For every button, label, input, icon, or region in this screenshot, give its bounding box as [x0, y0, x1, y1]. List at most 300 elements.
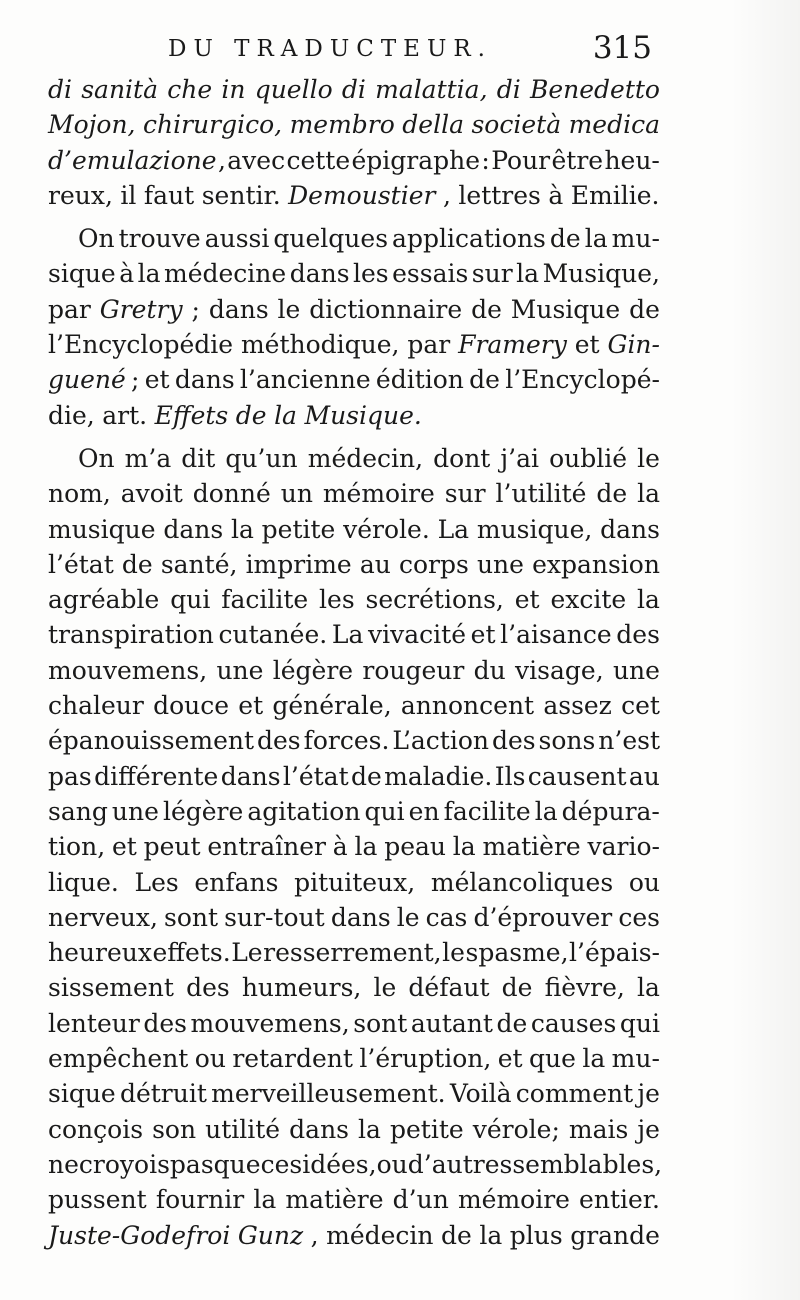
- text-word: retardent: [232, 1044, 353, 1074]
- text-word: l’Encyclopé-: [505, 365, 660, 395]
- text-word: la: [253, 1185, 277, 1215]
- text-word: de: [501, 973, 533, 1003]
- text-word: défaut: [408, 973, 490, 1003]
- text-word: sentir.: [201, 180, 281, 210]
- text-word: malattia,: [375, 75, 488, 104]
- text-line: [48, 582, 660, 617]
- text-word: di: [341, 75, 366, 104]
- text-word: enfans: [194, 867, 279, 897]
- text-word: ou: [376, 1149, 408, 1179]
- text-word: Emilie.: [570, 180, 660, 210]
- text-word: une: [476, 549, 524, 579]
- text-word: mouvemens,: [190, 1008, 350, 1038]
- text-word: excite: [550, 585, 627, 615]
- paragraph: [48, 441, 663, 1253]
- text-word: dans: [600, 514, 660, 544]
- text-word: Ils: [494, 761, 526, 791]
- text-line: [48, 441, 660, 476]
- text-word: entier.: [579, 1185, 660, 1215]
- text-word: cette: [286, 145, 351, 175]
- text-word: au: [359, 549, 391, 579]
- text-word: vérole.: [343, 514, 430, 544]
- text-word: j’ai: [500, 443, 540, 473]
- text-word: les: [353, 259, 389, 289]
- text-word: sont: [164, 902, 219, 932]
- page-header: [0, 30, 800, 76]
- text-word: dans: [330, 902, 391, 932]
- body-text: [48, 72, 663, 1253]
- text-word: resserrement,: [263, 938, 442, 968]
- text-word: le: [373, 973, 397, 1003]
- text-word: dont: [433, 443, 491, 473]
- text-word: différente: [94, 761, 219, 791]
- text-word: Benedetto: [529, 75, 660, 104]
- text-word: ou: [628, 867, 660, 897]
- text-word: les: [319, 585, 355, 615]
- text-word: Le: [231, 938, 263, 968]
- text-word: le: [637, 443, 660, 473]
- text-word: cet: [621, 691, 660, 721]
- text-word: applications: [392, 224, 546, 254]
- text-word: je: [637, 1114, 660, 1144]
- text-word: lettres: [458, 180, 541, 210]
- text-word: di: [48, 75, 72, 104]
- text-word: sont: [353, 1008, 408, 1038]
- text-line: [48, 723, 660, 758]
- text-word: che: [167, 75, 213, 104]
- text-word: médecin,: [307, 443, 424, 473]
- text-word: semblables,: [512, 1149, 663, 1179]
- text-word: idées,: [302, 1149, 377, 1179]
- text-word: agitation: [247, 796, 361, 826]
- text-word: ,: [442, 180, 451, 210]
- text-word: faut: [143, 180, 195, 210]
- text-word: rougeur: [362, 655, 465, 685]
- text-word: humeurs,: [241, 973, 362, 1003]
- text-line: [48, 178, 660, 213]
- text-word: dictionnaire: [309, 294, 463, 324]
- text-word: je: [637, 1079, 660, 1109]
- text-word: società: [471, 110, 562, 140]
- text-word: d’emulazione: [48, 145, 217, 175]
- text-word: la: [354, 832, 378, 862]
- text-line: [48, 256, 660, 291]
- text-word: de: [350, 761, 382, 791]
- text-word: et: [497, 1044, 523, 1074]
- text-word: détruit: [119, 1079, 207, 1109]
- text-word: qu’un: [225, 443, 298, 473]
- text-word: son: [152, 1114, 197, 1144]
- text-word: L’action: [392, 726, 489, 756]
- text-word: au: [628, 761, 660, 791]
- text-word: à: [332, 832, 348, 862]
- text-word: par: [48, 294, 91, 324]
- text-word: sique: [48, 259, 116, 289]
- text-word: Pour: [491, 145, 551, 175]
- page-edge-shadow: [730, 0, 800, 1300]
- text-word: que: [213, 1149, 261, 1179]
- text-word: épanouissement: [48, 726, 255, 756]
- text-word: chirurgico,: [142, 110, 283, 140]
- text-word: ne: [48, 1149, 79, 1179]
- text-word: la: [582, 1044, 606, 1074]
- text-word: chaleur: [48, 691, 144, 721]
- text-word: qui: [170, 585, 211, 615]
- text-word: de: [549, 224, 581, 254]
- text-word: vario-: [587, 832, 660, 862]
- text-line: [48, 143, 660, 178]
- text-word: oublié: [549, 443, 628, 473]
- text-word: vivacité: [368, 620, 467, 650]
- text-word: de: [235, 400, 267, 430]
- text-word: nom,: [48, 479, 111, 509]
- text-line: [48, 688, 660, 723]
- text-word: légère: [162, 796, 244, 826]
- text-word: conçois: [48, 1114, 144, 1144]
- text-word: d’un: [392, 1185, 449, 1215]
- text-line: [48, 617, 660, 652]
- text-word: ces: [260, 1149, 303, 1179]
- text-word: della: [402, 110, 464, 140]
- text-word: Mojon,: [48, 110, 136, 140]
- text-word: pas: [48, 761, 92, 791]
- text-word: la: [637, 479, 660, 509]
- text-word: cas: [425, 902, 468, 932]
- text-line: [48, 362, 660, 397]
- text-word: entraîner: [207, 832, 326, 862]
- text-word: On: [78, 224, 115, 254]
- text-word: sur-tout: [224, 902, 325, 932]
- text-word: et: [470, 620, 496, 650]
- text-word: et: [514, 585, 540, 615]
- text-word: le: [277, 294, 301, 324]
- text-word: l’aisance: [500, 620, 612, 650]
- text-word: de: [441, 1220, 472, 1250]
- text-word: fournir: [155, 1185, 245, 1215]
- text-word: des: [491, 726, 536, 756]
- text-word: vérole;: [472, 1114, 560, 1144]
- text-word: sissement: [48, 973, 174, 1003]
- text-word: facilite: [221, 585, 309, 615]
- text-line: [48, 292, 660, 327]
- text-line: [48, 1041, 660, 1076]
- text-word: expansion: [532, 549, 660, 579]
- text-word: forces.: [303, 726, 390, 756]
- text-word: un: [280, 479, 313, 509]
- text-word: quelques: [273, 224, 389, 254]
- paragraph: [48, 221, 660, 433]
- text-word: sur: [471, 259, 513, 289]
- text-line: [48, 794, 660, 829]
- text-word: des: [616, 620, 660, 650]
- text-word: donné: [192, 479, 271, 509]
- text-word: du: [473, 655, 506, 685]
- text-word: dans: [208, 294, 269, 324]
- text-word: La: [331, 620, 364, 650]
- text-word: de: [471, 294, 502, 324]
- text-word: annoncent: [400, 691, 535, 721]
- text-word: pussent: [48, 1185, 147, 1215]
- text-word: tion,: [48, 832, 106, 862]
- text-word: sur: [444, 479, 486, 509]
- text-word: membro: [289, 110, 395, 140]
- text-word: qui: [364, 796, 405, 826]
- text-word: di: [496, 75, 521, 104]
- text-word: n’est: [598, 726, 660, 756]
- paragraph: [48, 72, 660, 213]
- text-word: agréable: [48, 585, 160, 615]
- text-word: lique.: [48, 867, 119, 897]
- text-word: trouve: [118, 224, 201, 254]
- text-word: lenteur: [48, 1008, 140, 1038]
- text-word: aussi: [204, 224, 270, 254]
- text-word: Gin-: [607, 330, 660, 360]
- text-word: Effets: [154, 400, 229, 430]
- text-word: sang: [48, 796, 108, 826]
- text-word: ces: [618, 902, 660, 932]
- text-word: autant: [410, 1008, 493, 1038]
- text-word: et: [574, 330, 600, 360]
- text-word: la: [358, 1114, 381, 1144]
- text-line: [48, 1112, 660, 1147]
- text-word: la: [274, 400, 297, 430]
- text-word: mu-: [611, 1044, 660, 1074]
- text-word: croyois: [78, 1149, 170, 1179]
- text-word: à: [119, 259, 135, 289]
- text-word: merveilleusement.: [211, 1079, 446, 1109]
- text-word: dans: [163, 514, 224, 544]
- text-word: la: [137, 259, 161, 289]
- text-word: dit: [181, 443, 216, 473]
- text-word: et: [144, 365, 170, 395]
- text-word: de: [496, 1008, 528, 1038]
- text-word: dépura-: [561, 796, 660, 826]
- running-head: DU TRADUCTEUR.: [168, 36, 492, 62]
- text-word: et: [238, 691, 264, 721]
- text-word: pituiteux,: [294, 867, 416, 897]
- text-word: medica: [568, 110, 660, 140]
- text-word: ou: [194, 1044, 226, 1074]
- text-word: ,: [217, 145, 226, 175]
- text-word: visage,: [515, 655, 604, 685]
- text-word: la: [584, 224, 608, 254]
- text-word: mélancoliques: [430, 867, 614, 897]
- text-word: Les: [134, 867, 179, 897]
- text-word: heureux: [48, 938, 152, 968]
- text-word: quello: [254, 75, 333, 104]
- text-word: petite: [261, 514, 336, 544]
- text-word: mu-: [611, 224, 660, 254]
- text-word: santé,: [160, 549, 238, 579]
- text-word: mémoire: [322, 479, 435, 509]
- text-line: [48, 935, 660, 970]
- text-word: musique,: [476, 514, 593, 544]
- text-word: maladie.: [384, 761, 493, 791]
- text-word: sique: [48, 1079, 116, 1109]
- text-word: empêchent: [48, 1044, 189, 1074]
- text-word: l’utilité: [495, 479, 587, 509]
- text-word: Musique,: [542, 259, 660, 289]
- text-word: peut: [143, 832, 201, 862]
- text-word: On: [78, 443, 115, 473]
- text-word: des: [257, 726, 301, 756]
- text-word: le: [442, 938, 465, 968]
- text-word: dans: [289, 1114, 349, 1144]
- text-word: pas: [169, 1149, 214, 1179]
- text-word: la: [534, 796, 558, 826]
- text-word: guené: [48, 365, 126, 395]
- text-word: dans: [289, 259, 350, 289]
- page-number: 315: [592, 30, 652, 66]
- text-line: [48, 327, 660, 362]
- text-word: nerveux,: [48, 902, 158, 932]
- text-word: de: [596, 479, 628, 509]
- text-word: édition: [375, 365, 464, 395]
- text-line: [48, 476, 660, 511]
- text-word: assez: [543, 691, 612, 721]
- text-word: méthodique,: [240, 330, 400, 360]
- text-word: matière: [285, 1185, 384, 1215]
- text-line: [48, 221, 660, 256]
- text-word: dans: [174, 365, 235, 395]
- text-word: Juste-Godefroi: [48, 1220, 231, 1250]
- text-word: le: [396, 902, 420, 932]
- text-word: reux,: [48, 180, 113, 210]
- text-word: cutanée.: [218, 620, 328, 650]
- text-word: il: [120, 180, 137, 210]
- text-line: [48, 1218, 660, 1253]
- paragraph-gap: [48, 213, 660, 221]
- text-word: Musique: [510, 294, 621, 324]
- text-word: médecin: [326, 1220, 434, 1250]
- text-word: l’ancienne: [239, 365, 371, 395]
- text-word: l’Encyclopédie: [48, 330, 234, 360]
- text-word: l’éruption,: [359, 1044, 492, 1074]
- text-line: [48, 759, 660, 794]
- text-word: transpiration: [48, 620, 214, 650]
- text-line: [48, 970, 660, 1005]
- text-word: fièvre,: [544, 973, 625, 1003]
- text-word: l’état: [48, 549, 114, 579]
- text-word: avec: [227, 145, 286, 175]
- text-line: [48, 1147, 663, 1182]
- text-word: mais: [568, 1114, 629, 1144]
- text-word: douce: [153, 691, 230, 721]
- text-word: générale,: [272, 691, 392, 721]
- text-word: d’éprouver: [473, 902, 613, 932]
- text-word: mémoire: [457, 1185, 570, 1215]
- text-word: de: [121, 549, 153, 579]
- text-word: que: [529, 1044, 576, 1074]
- text-line: [48, 829, 660, 864]
- text-word: :: [481, 145, 490, 175]
- paragraph-gap: [48, 433, 660, 441]
- text-line: [48, 653, 660, 688]
- text-line: [48, 72, 660, 107]
- text-word: peau: [384, 832, 446, 862]
- text-word: de: [629, 294, 660, 324]
- text-word: une: [111, 796, 159, 826]
- text-word: ,: [310, 1220, 319, 1250]
- text-word: secrétions,: [365, 585, 504, 615]
- text-line: [48, 107, 660, 142]
- text-word: plus: [509, 1220, 563, 1250]
- text-word: sons: [538, 726, 596, 756]
- text-word: être: [551, 145, 604, 175]
- text-word: causes: [530, 1008, 617, 1038]
- text-word: qui: [619, 1008, 660, 1038]
- text-word: dans: [220, 761, 281, 791]
- text-word: La: [437, 514, 470, 544]
- text-word: des: [186, 973, 230, 1003]
- text-line: [48, 547, 660, 582]
- text-line: [48, 865, 660, 900]
- text-word: de: [469, 365, 500, 395]
- text-line: [48, 1076, 660, 1111]
- text-line: [48, 1006, 660, 1041]
- text-word: musique: [48, 514, 156, 544]
- text-word: utilité: [205, 1114, 281, 1144]
- text-word: et: [111, 832, 137, 862]
- text-word: essais: [392, 259, 469, 289]
- text-word: en: [408, 796, 440, 826]
- text-word: l’état: [282, 761, 349, 791]
- text-word: Voilà: [449, 1079, 512, 1109]
- text-word: la: [637, 585, 660, 615]
- text-word: corps: [398, 549, 469, 579]
- text-word: la: [230, 514, 254, 544]
- text-word: à: [548, 180, 564, 210]
- text-word: la: [516, 259, 540, 289]
- text-word: imprime: [245, 549, 352, 579]
- text-word: in: [221, 75, 246, 104]
- text-word: Framery: [458, 330, 567, 360]
- text-word: mouvemens,: [48, 655, 208, 685]
- text-word: grande: [570, 1220, 660, 1250]
- text-word: par: [407, 330, 451, 360]
- text-word: avoit: [120, 479, 183, 509]
- text-word: d’autres: [407, 1149, 513, 1179]
- text-word: die,: [48, 400, 95, 430]
- text-word: matière: [482, 832, 581, 862]
- text-line: [48, 900, 660, 935]
- text-word: Gunz: [237, 1220, 304, 1250]
- text-word: une: [216, 655, 264, 685]
- text-word: la: [637, 973, 660, 1003]
- text-word: comment: [515, 1079, 634, 1109]
- text-word: art.: [102, 400, 148, 430]
- text-word: la: [452, 832, 476, 862]
- text-word: effets.: [152, 938, 231, 968]
- text-word: médecine: [164, 259, 287, 289]
- text-word: causent: [527, 761, 627, 791]
- text-word: Demoustier: [288, 180, 436, 210]
- text-line: [48, 1182, 660, 1217]
- text-word: ;: [131, 365, 140, 395]
- text-word: Gretry: [99, 294, 183, 324]
- text-word: petite: [390, 1114, 464, 1144]
- text-word: facilite: [443, 796, 531, 826]
- text-word: la: [479, 1220, 503, 1250]
- text-line: [48, 398, 660, 433]
- text-word: ;: [191, 294, 200, 324]
- text-word: m’a: [124, 443, 172, 473]
- text-word: légère: [272, 655, 354, 685]
- text-word: spasme,: [465, 938, 569, 968]
- text-word: Musique.: [304, 400, 422, 430]
- text-line: [48, 512, 660, 547]
- text-word: épigraphe: [351, 145, 481, 175]
